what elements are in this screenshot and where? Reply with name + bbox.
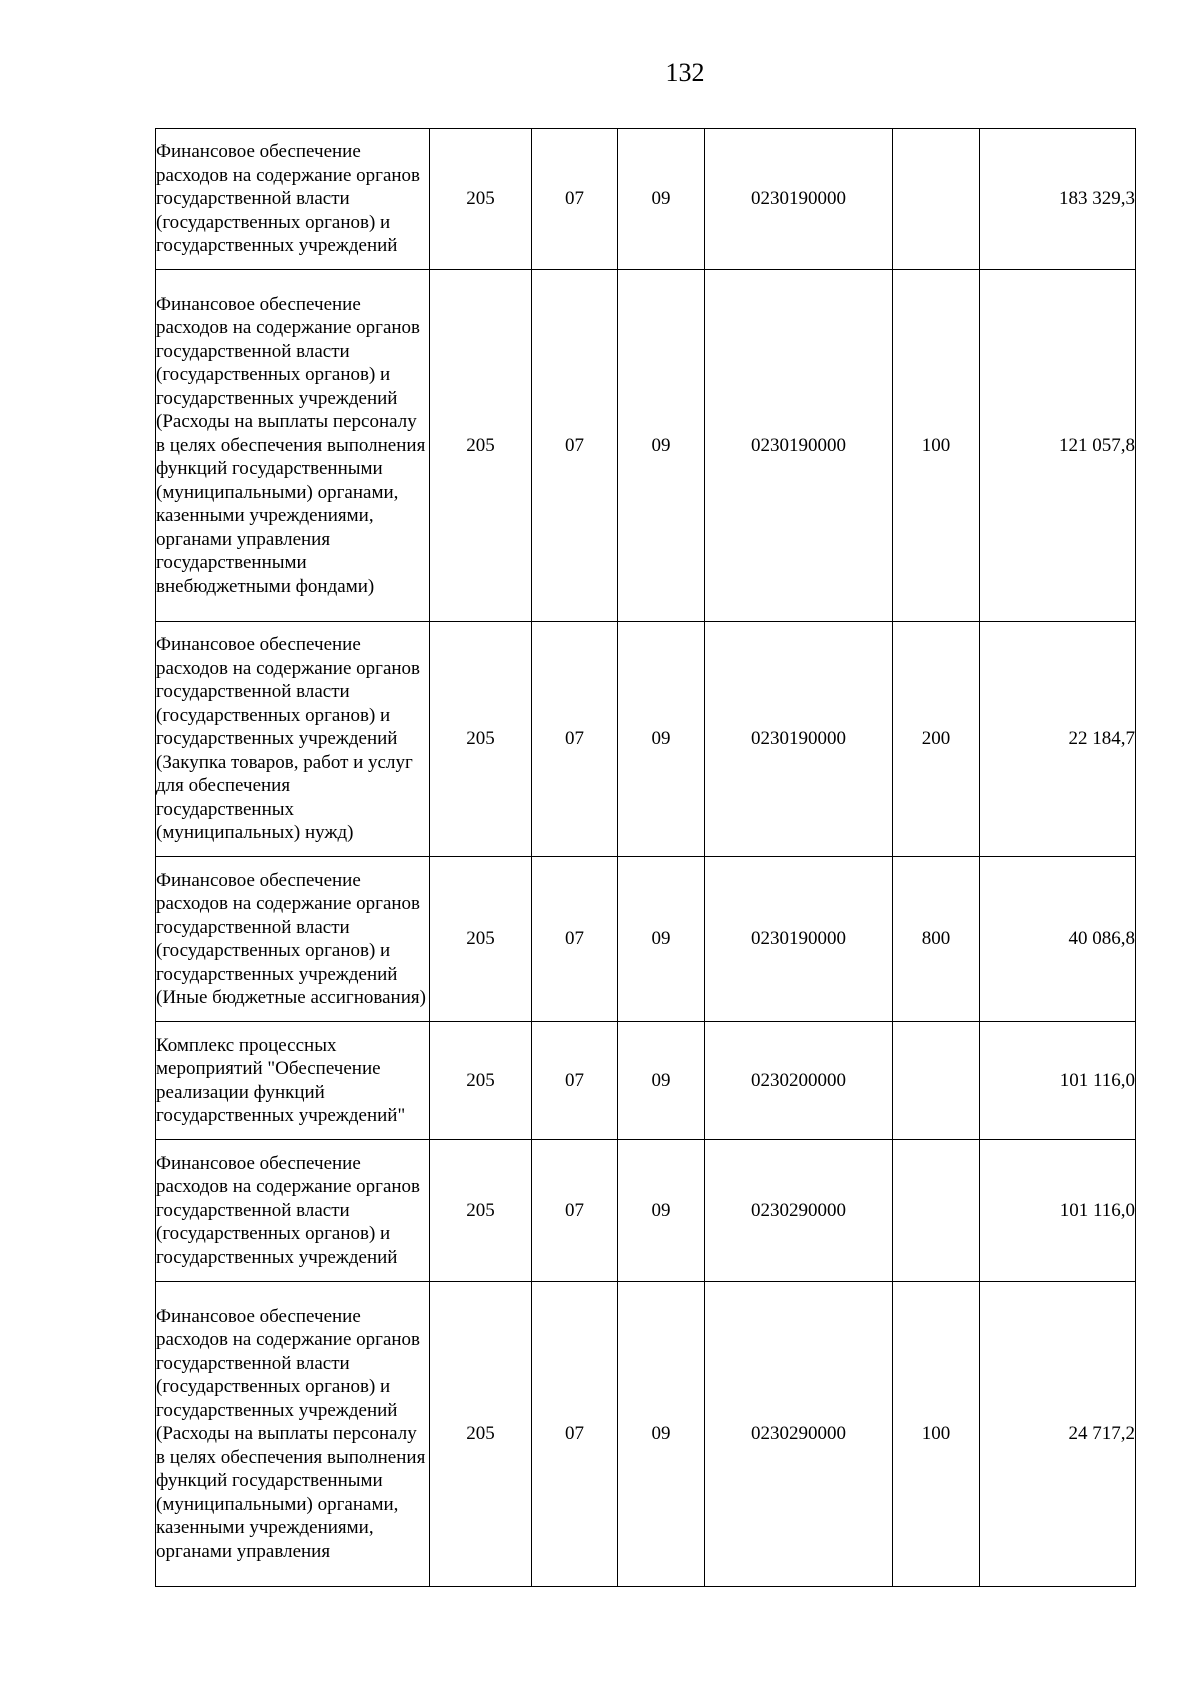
target-article-code: 0230200000 bbox=[705, 1022, 893, 1140]
ministry-code: 205 bbox=[430, 1022, 532, 1140]
table-row bbox=[156, 622, 1136, 857]
table-row bbox=[156, 857, 1136, 1022]
expense-type-code bbox=[893, 1140, 980, 1282]
subsection-code: 09 bbox=[618, 270, 705, 622]
amount: 40 086,8 bbox=[980, 857, 1136, 1022]
target-article-code: 0230290000 bbox=[705, 1140, 893, 1282]
row-name: Комплекс процессных мероприятий "Обеспечение реализации функций государственных учреждений" bbox=[156, 1022, 430, 1140]
subsection-code: 09 bbox=[618, 622, 705, 857]
subsection-code: 09 bbox=[618, 129, 705, 270]
amount: 101 116,0 bbox=[980, 1022, 1136, 1140]
expense-type-code: 100 bbox=[893, 1282, 980, 1587]
ministry-code: 205 bbox=[430, 1282, 532, 1587]
budget-table bbox=[155, 128, 1136, 1587]
subsection-code: 09 bbox=[618, 1282, 705, 1587]
expense-type-code: 100 bbox=[893, 270, 980, 622]
table-row bbox=[156, 1282, 1136, 1587]
target-article-code: 0230190000 bbox=[705, 270, 893, 622]
target-article-code: 0230190000 bbox=[705, 129, 893, 270]
target-article-code: 0230290000 bbox=[705, 1282, 893, 1587]
page-number: 132 bbox=[665, 58, 705, 87]
amount: 101 116,0 bbox=[980, 1140, 1136, 1282]
row-name: Финансовое обеспечение расходов на содержание органов государственной власти (государственных органов) и государственных учреждений bbox=[156, 1140, 430, 1282]
subsection-code: 09 bbox=[618, 857, 705, 1022]
amount: 22 184,7 bbox=[980, 622, 1136, 857]
section-code: 07 bbox=[532, 129, 618, 270]
ministry-code: 205 bbox=[430, 857, 532, 1022]
ministry-code: 205 bbox=[430, 129, 532, 270]
table-row bbox=[156, 270, 1136, 622]
target-article-code: 0230190000 bbox=[705, 857, 893, 1022]
expense-type-code bbox=[893, 129, 980, 270]
section-code: 07 bbox=[532, 857, 618, 1022]
section-code: 07 bbox=[532, 1140, 618, 1282]
row-name: Финансовое обеспечение расходов на содержание органов государственной власти (государственных органов) и государственных учреждений (Расходы на выплаты персоналу в целях обеспечения выполнения функций государственными (муниципальными) органами, казенными учреждениями, органами управления государственными внебюджетными фондами) bbox=[156, 270, 430, 622]
target-article-code: 0230190000 bbox=[705, 622, 893, 857]
table-row bbox=[156, 1140, 1136, 1282]
ministry-code: 205 bbox=[430, 622, 532, 857]
amount: 24 717,2 bbox=[980, 1282, 1136, 1587]
table-row bbox=[156, 129, 1136, 270]
amount: 183 329,3 bbox=[980, 129, 1136, 270]
section-code: 07 bbox=[532, 270, 618, 622]
amount: 121 057,8 bbox=[980, 270, 1136, 622]
table-row bbox=[156, 1022, 1136, 1140]
subsection-code: 09 bbox=[618, 1022, 705, 1140]
section-code: 07 bbox=[532, 1282, 618, 1587]
row-name: Финансовое обеспечение расходов на содержание органов государственной власти (государственных органов) и государственных учреждений (Расходы на выплаты персоналу в целях обеспечения выполнения функций государственными (муниципальными) органами, казенными учреждениями, органами управления bbox=[156, 1282, 430, 1587]
row-name: Финансовое обеспечение расходов на содержание органов государственной власти (государственных органов) и государственных учреждений (Закупка товаров, работ и услуг для обеспечения государственных (муниципальных) нужд) bbox=[156, 622, 430, 857]
expense-type-code: 800 bbox=[893, 857, 980, 1022]
row-name: Финансовое обеспечение расходов на содержание органов государственной власти (государственных органов) и государственных учреждений (Иные бюджетные ассигнования) bbox=[156, 857, 430, 1022]
expense-type-code: 200 bbox=[893, 622, 980, 857]
ministry-code: 205 bbox=[430, 1140, 532, 1282]
ministry-code: 205 bbox=[430, 270, 532, 622]
row-name: Финансовое обеспечение расходов на содержание органов государственной власти (государственных органов) и государственных учреждений bbox=[156, 129, 430, 270]
subsection-code: 09 bbox=[618, 1140, 705, 1282]
expense-type-code bbox=[893, 1022, 980, 1140]
section-code: 07 bbox=[532, 1022, 618, 1140]
section-code: 07 bbox=[532, 622, 618, 857]
